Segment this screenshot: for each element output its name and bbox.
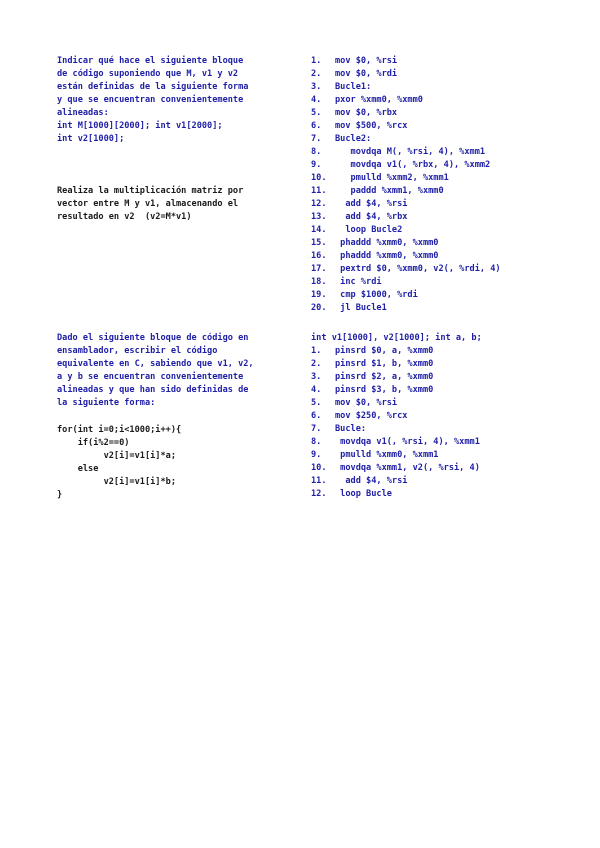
code-line (311, 172, 501, 185)
line-number: 12. (311, 199, 327, 209)
c-code-line: for(int i=0;i<1000;i++){ (57, 425, 182, 435)
text-line: alineadas: (57, 108, 109, 118)
code-text: inc %rdi (335, 277, 382, 287)
q2-c-code (57, 424, 181, 502)
code-text: pxor %xmm0, %xmm0 (335, 95, 423, 105)
code-line (311, 133, 501, 146)
code-line (311, 198, 501, 211)
code-text: mov $0, %rsi (335, 56, 398, 66)
line-number: 17. (311, 264, 327, 274)
q1-statement (57, 55, 248, 146)
code-line (311, 120, 501, 133)
line-number: 20. (311, 303, 327, 313)
code-text: add $4, %rsi (335, 476, 408, 486)
code-line (311, 55, 501, 68)
code-line (311, 397, 482, 410)
code-text: mov $0, %rbx (335, 108, 398, 118)
text-line: la siguiente forma: (57, 398, 156, 408)
line-number: 3. (311, 82, 322, 92)
code-text: Bucle1: (335, 82, 372, 92)
answer-line: vector entre M y v1, almacenando el (57, 199, 239, 209)
code-text: mov $0, %rsi (335, 398, 398, 408)
code-line (311, 462, 482, 475)
line-number: 19. (311, 290, 327, 300)
text-line: de código suponiendo que M, v1 y v2 (57, 69, 239, 79)
code-line (311, 185, 501, 198)
code-text: Bucle2: (335, 134, 372, 144)
code-text: pmulld %xmm2, %xmm1 (335, 173, 449, 183)
code-line (311, 302, 501, 315)
code-line (311, 250, 501, 263)
line-number: 5. (311, 398, 322, 408)
code-text: phaddd %xmm0, %xmm0 (335, 251, 439, 261)
line-number: 1. (311, 346, 322, 356)
text-line: ensamblador, escribir el código (57, 346, 218, 356)
code-text: phaddd %xmm0, %xmm0 (335, 238, 439, 248)
code-line (311, 211, 501, 224)
code-line (311, 345, 482, 358)
q2-assembly-listing (311, 345, 482, 501)
q1-answer (57, 185, 243, 224)
q2-statement (57, 332, 254, 410)
code-text: movdqa %xmm1, v2(, %rsi, 4) (335, 463, 480, 473)
text-line: a y b se encuentran convenientemente (57, 372, 244, 382)
code-line (311, 224, 501, 237)
code-line (311, 68, 501, 81)
text-line: alineadas y que han sido definidas de (57, 385, 249, 395)
line-number: 6. (311, 121, 322, 131)
line-number: 8. (311, 437, 322, 447)
code-text: mov $0, %rdi (335, 69, 398, 79)
line-number: 15. (311, 238, 327, 248)
code-line (311, 449, 482, 462)
code-text: pextrd $0, %xmm0, v2(, %rdi, 4) (335, 264, 501, 274)
code-text: jl Bucle1 (335, 303, 387, 313)
line-number: 7. (311, 424, 322, 434)
code-text: paddd %xmm1, %xmm0 (335, 186, 444, 196)
text-line: están definidas de la siguiente forma (57, 82, 249, 92)
code-text: loop Bucle2 (335, 225, 403, 235)
c-code-line: v2[i]=v1[i]*b; (57, 477, 176, 487)
code-text: add $4, %rbx (335, 212, 408, 222)
code-line (311, 436, 482, 449)
c-code-line: if(i%2==0) (57, 438, 130, 448)
c-code-line: v2[i]=v1[i]*a; (57, 451, 176, 461)
code-text: pinsrd $0, a, %xmm0 (335, 346, 434, 356)
code-line (311, 488, 482, 501)
line-number: 16. (311, 251, 327, 261)
line-number: 11. (311, 186, 327, 196)
line-number: 18. (311, 277, 327, 287)
code-text: cmp $1000, %rdi (335, 290, 418, 300)
code-line (311, 276, 501, 289)
code-line (311, 107, 501, 120)
code-line (311, 371, 482, 384)
code-line (311, 263, 501, 276)
q2-assembly (311, 332, 482, 501)
code-line (311, 289, 501, 302)
line-number: 3. (311, 372, 322, 382)
line-number: 2. (311, 69, 322, 79)
line-number: 8. (311, 147, 322, 157)
code-line (311, 237, 501, 250)
line-number: 7. (311, 134, 322, 144)
code-text: pinsrd $2, a, %xmm0 (335, 372, 434, 382)
code-text: movdqa M(, %rsi, 4), %xmm1 (335, 147, 486, 157)
line-number: 12. (311, 489, 327, 499)
code-text: loop Bucle (335, 489, 392, 499)
code-line (311, 410, 482, 423)
code-line (311, 81, 501, 94)
code-text: pinsrd $3, b, %xmm0 (335, 385, 434, 395)
code-text: Bucle: (335, 424, 367, 434)
declaration-line: int v2[1000]; (57, 134, 125, 144)
code-line (311, 146, 501, 159)
line-number: 10. (311, 463, 327, 473)
line-number: 13. (311, 212, 327, 222)
code-text: mov $250, %rcx (335, 411, 408, 421)
answer-line: Realiza la multiplicación matriz por (57, 186, 244, 196)
code-text: movdqa v1(, %rbx, 4), %xmm2 (335, 160, 491, 170)
line-number: 5. (311, 108, 322, 118)
line-number: 2. (311, 359, 322, 369)
line-number: 1. (311, 56, 322, 66)
code-line (311, 94, 501, 107)
code-line (311, 358, 482, 371)
line-number: 9. (311, 450, 322, 460)
c-code-line: else (57, 464, 99, 474)
line-number: 6. (311, 411, 322, 421)
text-line: Indicar qué hace el siguiente bloque (57, 56, 244, 66)
code-line (311, 423, 482, 436)
code-text: add $4, %rsi (335, 199, 408, 209)
line-number: 9. (311, 160, 322, 170)
code-text: pmulld %xmm0, %xmm1 (335, 450, 439, 460)
code-text: pinsrd $1, b, %xmm0 (335, 359, 434, 369)
c-code-line: } (57, 490, 63, 500)
line-number: 4. (311, 95, 322, 105)
answer-line: resultado en v2 (v2=M*v1) (57, 212, 192, 222)
code-line (311, 159, 501, 172)
text-line: Dado el siguiente bloque de código en (57, 333, 249, 343)
code-line (311, 475, 482, 488)
line-number: 14. (311, 225, 327, 235)
line-number: 10. (311, 173, 327, 183)
line-number: 11. (311, 476, 327, 486)
text-line: equivalente en C, sabiendo que v1, v2, (57, 359, 254, 369)
code-text: movdqa v1(, %rsi, 4), %xmm1 (335, 437, 480, 447)
code-line (311, 384, 482, 397)
line-number: 4. (311, 385, 322, 395)
q1-assembly-listing (311, 55, 501, 315)
q2-declaration: int v1[1000], v2[1000]; int a, b; (311, 333, 482, 343)
text-line: y que se encuentran convenientemente (57, 95, 244, 105)
declaration-line: int M[1000][2000]; int v1[2000]; (57, 121, 223, 131)
code-text: mov $500, %rcx (335, 121, 408, 131)
